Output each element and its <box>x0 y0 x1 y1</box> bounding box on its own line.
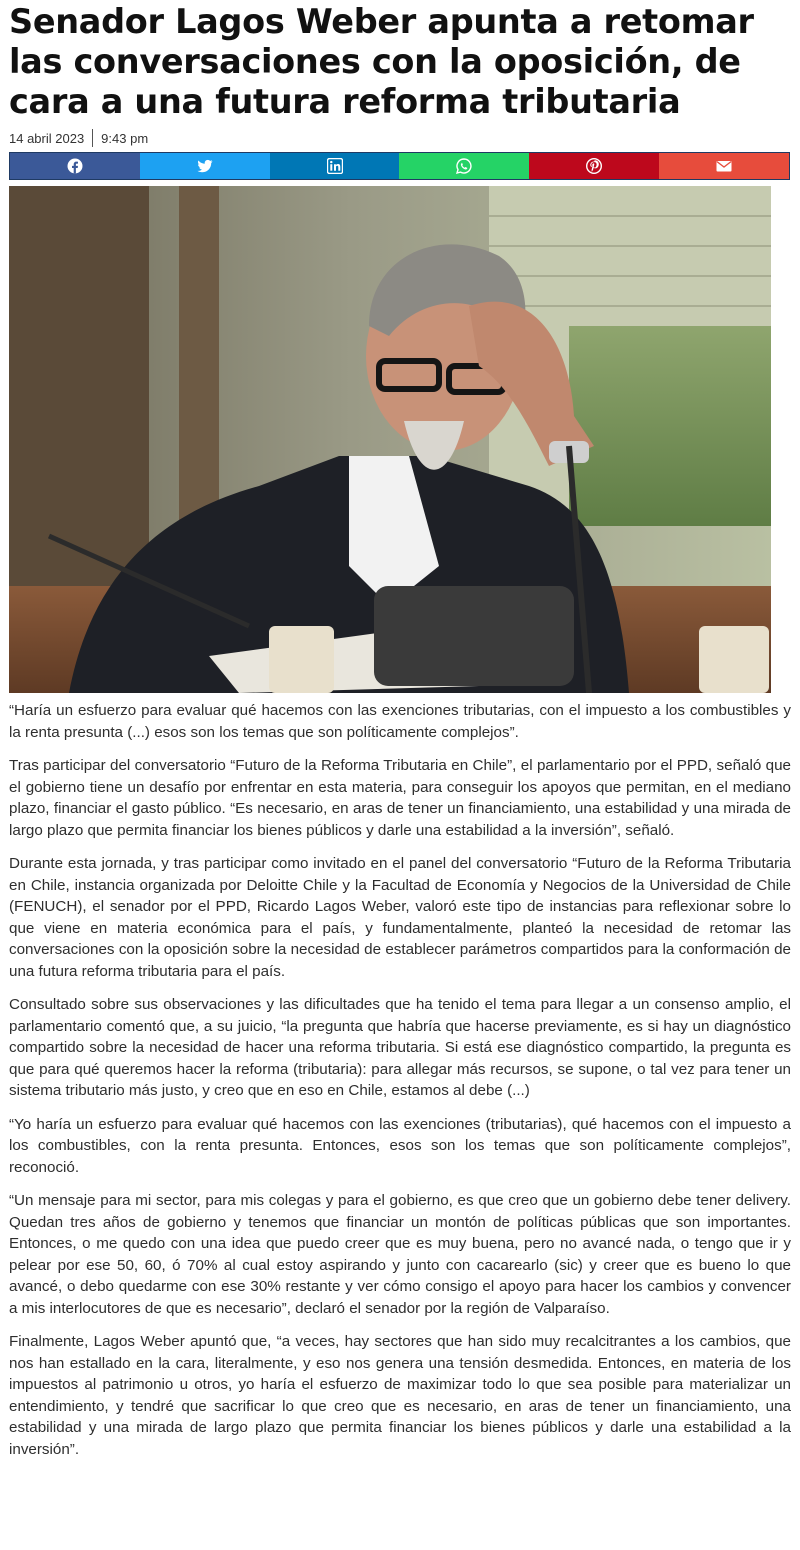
facebook-icon <box>67 158 83 174</box>
share-facebook-button[interactable] <box>10 153 140 179</box>
linkedin-icon <box>327 158 343 174</box>
share-linkedin-button[interactable] <box>270 153 400 179</box>
article-meta <box>9 128 791 148</box>
share-bar <box>9 152 790 180</box>
pinterest-icon <box>586 158 602 174</box>
paragraph: Tras participar del conversatorio “Futuro de la Reforma Tributaria en Chile”, el parlamentario por el PPD, señaló que el gobierno tiene un desafío por enfrentar en esta materia, para conseguir los apoyos que permitan, en el mediano plazo, financiar el gasto público. “Es necesario, en aras de tener un financiamiento, una estabilidad y una mirada de largo plazo que permita financiar los bienes públicos y darle una estabilidad a la inversión”, señaló. <box>9 757 791 839</box>
paragraph: “Yo haría un esfuerzo para evaluar qué hacemos con las exenciones (tributarias), qué hacemos con el impuesto a los combustibles, con la renta presunta. Entonces, esos son los temas que son políticamente complejos”, reconoció. <box>9 1115 791 1176</box>
article-body <box>9 700 791 1460</box>
paragraph: Durante esta jornada, y tras participar como invitado en el panel del conversatorio “Futuro de la Reforma Tributaria en Chile, instancia organizada por Deloitte Chile y la Facultad de Economía y Negocios de la Universidad de Chile (FENUCH), el senador por el PPD, Ricardo Lagos Weber, valoró este tipo de instancias para reflexionar sobre lo que viene en materia económica para el país, y fundamentalmente, planteó la necesidad de retomar las conversaciones con la oposición sobre la necesidad de establecer parámetros compartidos para la conformación de una futura reforma tributaria para el país. <box>9 855 791 980</box>
whatsapp-icon <box>456 158 472 174</box>
share-twitter-button[interactable] <box>140 153 270 179</box>
paragraph: Consultado sobre sus observaciones y las dificultades que ha tenido el tema para llegar a un consenso amplio, el parlamentario comentó que, a su juicio, “la pregunta que habría que hacerse previamente, es si hay un diagnóstico compartido sobre la necesidad de hacer una reforma tributaria. Si está ese diagnóstico compartido, la pregunta es que para qué queremos hacer la reforma (tributaria): para allegar más recursos, se supone, o tal vez para tener un sistema tributario más justo, y creo que en eso en Chile, estamos al debe (...) <box>9 996 791 1099</box>
paragraph: Finalmente, Lagos Weber apuntó que, “a veces, hay sectores que han sido muy recalcitrantes a los cambios, que nos han estallado en la cara, literalmente, y eso nos genera una tensión desmedida. Entonces, en materia de los impuestos al patrimonio u otros, yo haría el esfuerzo de maximizar todo lo que sea posible para materializar un entendimiento, y tendré que sacrificar lo que creo que es necesario, en aras de tener un financiamiento, una estabilidad y una mirada de largo plazo que permita financiar los bienes públicos y darle una estabilidad a la inversión”. <box>9 1333 791 1458</box>
share-whatsapp-button[interactable] <box>399 153 529 179</box>
email-icon <box>716 158 732 174</box>
article-container <box>9 0 791 180</box>
article-time: 9:43 pm <box>101 130 149 146</box>
senator-photo <box>9 186 771 693</box>
share-pinterest-button[interactable] <box>529 153 659 179</box>
article-date: 14 abril 2023 <box>9 130 85 146</box>
paragraph: “Haría un esfuerzo para evaluar qué hacemos con las exenciones tributarias, con el impuesto a los combustibles y la renta presunta (...) esos son los temas que son políticamente complejos”. <box>9 702 791 741</box>
twitter-icon <box>197 158 213 174</box>
share-email-button[interactable] <box>659 153 789 179</box>
article-photo <box>9 186 771 693</box>
meta-divider <box>92 129 93 147</box>
paragraph: “Un mensaje para mi sector, para mis colegas y para el gobierno, es que creo que un gobierno debe tener delivery. Quedan tres años de gobierno y tenemos que financiar un montón de políticas públicas que son importantes. Entonces, o me quedo con una idea que puedo creer que es muy buena, pero no avancé nada, o tengo que ir y pelear por ese 50, 60, ó 70% al cual estoy aspirando y junto con cacarearlo (sic) y creer que es bueno lo que avancé, o debo quedarme con ese 30% restante y ver cómo consigo el apoyo para hacer los cambios y convencer a mis interlocutores de que es necesario”, declaró el senador por la región de Valparaíso. <box>9 1192 791 1317</box>
article-title: Senador Lagos Weber apunta a retomar las conversaciones con la oposición, de cara a una futura reforma tributaria <box>9 2 754 121</box>
